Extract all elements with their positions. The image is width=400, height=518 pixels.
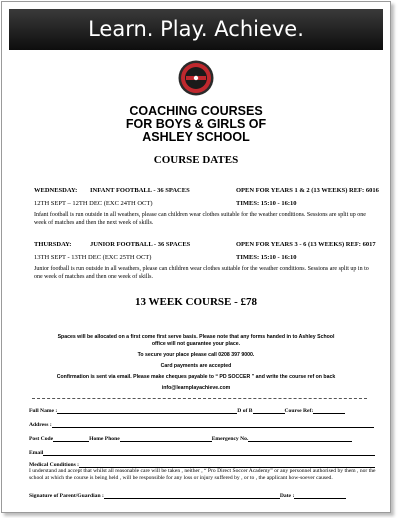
course-flyer-page — [1, 1, 391, 513]
course-title-line: COACHING COURSES — [129, 104, 263, 118]
course-times: TIMES: 15:10 - 16:10 — [236, 200, 297, 207]
full-name-label: Full Name : — [29, 408, 58, 414]
form-row-email — [29, 449, 379, 456]
medical-conditions-field[interactable] — [79, 461, 375, 468]
post-code-label: Post Code — [29, 436, 54, 442]
info-line: Confirmation is sent via email. Please make cheques payable to “ PD SOCCER ” and write the course ref on back — [56, 374, 336, 380]
course-open-for: OPEN FOR YEARS 1 & 2 (13 WEEKS) REF: 6016 — [236, 187, 379, 194]
course-name: JUNIOR FOOTBALL - 36 SPACES — [90, 241, 191, 248]
liability-declaration: I understand and accept that whilst all reasonable care will be taken , neither , “ Pro Direct Soccer Academy” or any personnel authorised by them , nor the school at which the course is being held , will be responsible for any loss or injury suffered by , or to , the applicant how-soever caused. — [29, 468, 376, 481]
dob-field[interactable] — [253, 407, 285, 414]
date-label: Date : — [279, 493, 295, 499]
signature-field[interactable] — [104, 492, 280, 499]
tear-off-divider — [32, 398, 367, 399]
info-line: To secure your place please call 0208 397 9000. — [137, 352, 255, 358]
dob-label: D of B — [237, 408, 253, 414]
date-field[interactable] — [294, 492, 346, 499]
course-ref-field[interactable] — [313, 407, 345, 414]
course-open-for: OPEN FOR YEARS 3 - 6 (13 WEEKS) REF: 6017 — [236, 241, 376, 248]
course-title-line: ASHLEY SCHOOL — [142, 130, 250, 144]
form-row-medical — [29, 461, 379, 468]
emergency-no-label: Emergency No. — [211, 436, 249, 442]
post-code-field[interactable] — [53, 435, 89, 442]
course-ref-label: Course Ref: — [284, 408, 314, 414]
course-description: Junior football is run outside in all weathers, please can children wear clothes suitable for the weather conditions. Sessions are split up in to one week of matches and then one week of skills. — [34, 266, 369, 280]
course-day: THURSDAY: — [34, 241, 72, 248]
form-row-signature — [29, 492, 379, 499]
banner-slogan: Learn. Play. Achieve. — [88, 17, 304, 41]
emergency-no-field[interactable] — [248, 435, 352, 442]
info-line: Spaces will be allocated on a first come first serve basis. Please note that any forms handed in to Ashley School — [57, 334, 335, 340]
form-row-contact — [29, 435, 379, 442]
price-line: 13 WEEK COURSE - £78 — [134, 296, 258, 308]
football-academy-crest-icon — [178, 60, 214, 96]
course-times: TIMES: 15:10 - 16:10 — [236, 254, 297, 261]
course-name: INFANT FOOTBALL - 36 SPACES — [90, 187, 190, 194]
course-description: Infant football is run outside in all weathers, please can children wear clothes suitable for the weather conditions. Sessions are split up one week of matches and then the next week of skills. — [34, 212, 366, 226]
form-row-name — [29, 407, 379, 414]
address-label: Address : — [29, 422, 52, 428]
course-dates-heading: COURSE DATES — [153, 154, 239, 166]
form-row-address — [29, 421, 379, 428]
home-phone-label: Home Phone — [89, 436, 120, 442]
email-field[interactable] — [43, 449, 375, 456]
medical-conditions-label: Medical Conditions : — [29, 462, 80, 468]
course-day: WEDNESDAY: — [34, 187, 78, 194]
home-phone-field[interactable] — [120, 435, 212, 442]
info-line: office will not guarantee your place. — [151, 341, 241, 347]
course-title-line: FOR BOYS & GIRLS OF — [125, 117, 267, 131]
course-title — [2, 105, 390, 144]
info-line: Card payments are accepted — [160, 363, 232, 369]
contact-email[interactable]: info@learnplayachieve.com — [161, 385, 231, 391]
signature-label: Signature of Parent/Guardian : — [29, 493, 104, 499]
full-name-field[interactable] — [57, 407, 237, 414]
address-field[interactable] — [52, 421, 374, 428]
email-label: Email — [29, 450, 44, 456]
banner — [9, 9, 383, 50]
course-dates: 12TH SEPT – 12TH DEC (EXC 24TH OCT) — [34, 200, 153, 207]
course-dates: 13TH SEPT - 13TH DEC (EXC 25TH OCT) — [34, 254, 152, 261]
